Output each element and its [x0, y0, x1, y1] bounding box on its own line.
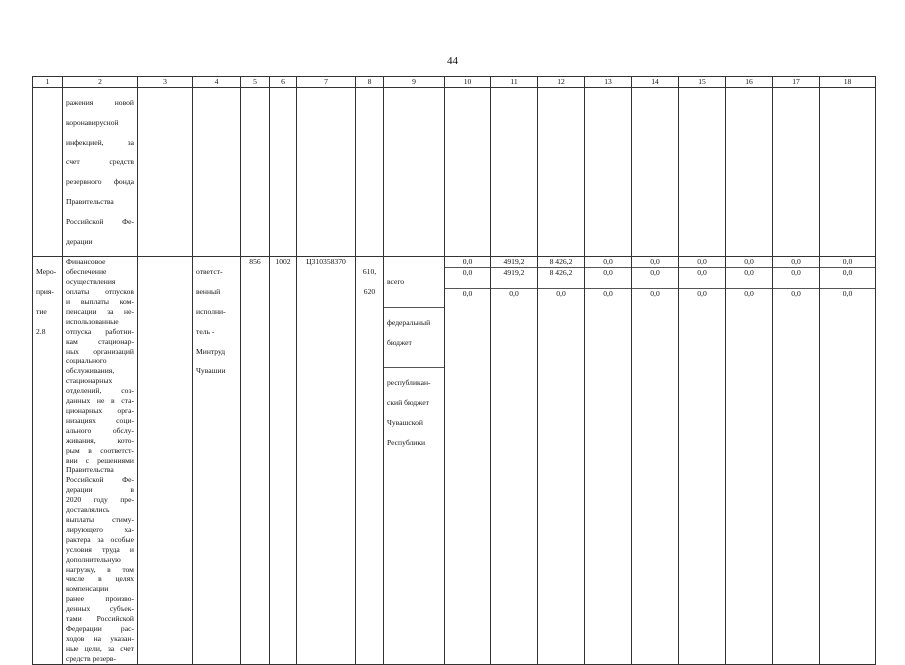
value-text: 0,0 — [603, 268, 613, 278]
year-values-col — [538, 257, 585, 664]
value-cell — [445, 267, 490, 288]
empty-cell — [138, 88, 193, 257]
column-number: 9 — [384, 77, 445, 88]
description-line: выплаты стиму- — [66, 514, 134, 524]
grbs-code: 856 — [241, 257, 270, 664]
value-text: 0,0 — [697, 268, 707, 278]
text-line: резервного фонда — [66, 177, 134, 187]
year-values-col — [679, 257, 726, 664]
column-number: 10 — [445, 77, 491, 88]
source-label-line: всего — [387, 277, 405, 287]
year-values-col — [491, 257, 538, 664]
empty-cell — [632, 88, 679, 257]
source-label-line: бюджет — [387, 337, 412, 347]
description-line: кам стационар- — [66, 336, 134, 346]
description-line: стационарных — [66, 376, 113, 386]
empty-cell — [384, 88, 445, 257]
source-label-line: Республики — [387, 437, 426, 447]
value-cell — [491, 267, 537, 288]
description-line: отделений, соз- — [66, 386, 134, 396]
value-text: 0,0 — [842, 257, 853, 267]
vr-line: 620 — [363, 287, 376, 297]
column-number: 15 — [679, 77, 726, 88]
empty-cell — [445, 88, 491, 257]
description-line: числе в целях — [66, 574, 134, 584]
budget-table — [32, 76, 876, 665]
description-line: пенсации за не- — [66, 306, 134, 316]
value-text: 0,0 — [791, 289, 801, 299]
description-line: использованные — [66, 316, 119, 326]
description-line: вии с решениями — [66, 455, 134, 465]
description-line: обслуживания, — [66, 366, 115, 376]
value-text: 0,0 — [697, 257, 707, 267]
column-number-row — [33, 77, 876, 88]
column-number: 3 — [138, 77, 193, 88]
text-line: дерации — [66, 236, 93, 246]
value-cell — [773, 267, 819, 288]
value-cell — [538, 257, 584, 267]
value-cell — [538, 267, 584, 288]
description-line: рактера за особые — [66, 534, 134, 544]
executor-line: венный — [196, 287, 221, 297]
executor-line: исполни- — [196, 306, 226, 316]
funding-sources — [384, 257, 445, 664]
value-text: 4919,2 — [503, 268, 525, 278]
value-text: 0,0 — [791, 268, 801, 278]
description-line: лирующего ха- — [66, 524, 134, 534]
source-federal — [384, 307, 444, 358]
value-text: 0,0 — [791, 257, 801, 267]
column-number: 14 — [632, 77, 679, 88]
description-line: ранее произво- — [66, 594, 134, 604]
description-line: дерации в — [66, 485, 134, 495]
value-cell — [445, 288, 490, 299]
empty-cell — [820, 88, 876, 257]
description-line: обеспечение — [66, 267, 107, 277]
executor-line: Минтруд — [196, 346, 226, 356]
value-text: 0,0 — [603, 257, 613, 267]
description-line: компенсации — [66, 584, 109, 594]
description-line: ционарных орга- — [66, 406, 134, 415]
empty-cell — [356, 88, 384, 257]
text-line: коронавирусной — [66, 117, 119, 127]
value-text: 0,0 — [697, 289, 707, 299]
value-text: 0,0 — [650, 289, 660, 299]
description-line: ального обслу- — [66, 425, 134, 435]
column-number: 1 — [33, 77, 63, 88]
value-cell — [726, 267, 772, 288]
code-line: прия- — [36, 287, 54, 297]
text-line: ражения новой — [66, 97, 134, 107]
value-text: 0,0 — [650, 268, 660, 278]
empty-cell — [297, 88, 356, 257]
description-line: данных не в ста- — [66, 396, 134, 406]
continuation-row — [33, 88, 876, 257]
value-cell — [679, 257, 725, 267]
value-cell — [679, 267, 725, 288]
code-line: тие — [36, 306, 47, 316]
value-cell — [773, 288, 819, 299]
description-line: дополнительную — [66, 554, 121, 564]
description-line: 2020 году пре- — [66, 495, 134, 505]
value-text: 8 426,2 — [549, 257, 573, 267]
source-label-line: Чувашской — [387, 417, 423, 427]
year-values-col — [773, 257, 820, 664]
value-cell — [585, 257, 631, 267]
value-text: 0,0 — [462, 289, 473, 299]
value-text: 0,0 — [462, 268, 473, 278]
column-number: 5 — [241, 77, 270, 88]
measure-row — [33, 257, 876, 664]
value-text: 4919,2 — [503, 257, 525, 267]
value-text: 0,0 — [462, 257, 473, 267]
value-text: 0,0 — [744, 268, 754, 278]
empty-cell — [679, 88, 726, 257]
value-cell — [820, 257, 875, 267]
column-number: 11 — [491, 77, 538, 88]
description-line: ные цели, за счет — [66, 643, 134, 653]
rzpr-code: 1002 — [270, 257, 297, 664]
description-line: условия труда и — [66, 544, 134, 554]
value-cell — [538, 288, 584, 299]
source-label-line: федеральный — [387, 317, 431, 327]
description-line: денных субъек- — [66, 604, 134, 614]
year-values-col — [632, 257, 679, 664]
value-cell — [585, 288, 631, 299]
source-label-line: ский бюджет — [387, 398, 429, 408]
empty-cell — [773, 88, 820, 257]
year-values-col — [585, 257, 632, 664]
value-cell — [820, 267, 875, 288]
executor-line: Чувашии — [196, 366, 226, 376]
source-label-line: республикан- — [387, 378, 431, 388]
text-line: инфекцией, за — [66, 137, 134, 147]
executor-line: ответст- — [196, 267, 223, 277]
measure-code — [33, 257, 63, 664]
value-text: 0,0 — [603, 289, 613, 299]
code-line: Меро- — [36, 267, 57, 277]
col3-cell — [138, 257, 193, 664]
column-number: 17 — [773, 77, 820, 88]
value-cell — [632, 267, 678, 288]
empty-cell — [33, 88, 63, 257]
description-line: доставлялись — [66, 505, 110, 515]
description-line: ных организаций — [66, 346, 134, 356]
page-number: 44 — [447, 55, 458, 67]
csr-code: Ц310358370 — [297, 257, 356, 664]
value-cell — [726, 288, 772, 299]
description-line: и выплаты ком- — [66, 297, 134, 307]
value-text: 0,0 — [842, 289, 853, 299]
value-text: 0,0 — [509, 289, 519, 299]
empty-cell — [726, 88, 773, 257]
year-values-col — [726, 257, 773, 664]
text-line: Правительства — [66, 196, 114, 206]
empty-cell — [538, 88, 585, 257]
code-line: 2.8 — [36, 326, 46, 336]
empty-cell — [585, 88, 632, 257]
executor-cell — [193, 257, 241, 664]
value-cell — [585, 267, 631, 288]
source-republican — [384, 367, 444, 457]
value-text: 0,0 — [650, 257, 660, 267]
value-cell — [773, 257, 819, 267]
value-cell — [632, 257, 678, 267]
column-number: 18 — [820, 77, 876, 88]
value-cell — [726, 257, 772, 267]
empty-cell — [270, 88, 297, 257]
description-line: нагрузку, в том — [66, 564, 134, 574]
text-line: счет средств — [66, 157, 134, 167]
description-line: социального — [66, 356, 107, 366]
measure-description — [63, 257, 138, 664]
description-line: Российской Фе- — [66, 475, 134, 485]
value-text: 0,0 — [744, 289, 754, 299]
column-number: 12 — [538, 77, 585, 88]
vr-code — [356, 257, 384, 664]
value-text: 0,0 — [744, 257, 754, 267]
empty-cell — [241, 88, 270, 257]
description-line: тами Российской — [66, 614, 134, 624]
year-values-col — [820, 257, 876, 664]
description-line: Финансовое — [66, 257, 106, 267]
column-number: 4 — [193, 77, 241, 88]
description-line: живания, кото- — [66, 435, 134, 445]
continuation-text — [63, 88, 138, 257]
value-text: 0,0 — [556, 289, 566, 299]
year-values-col — [445, 257, 491, 664]
value-cell — [632, 288, 678, 299]
column-number: 7 — [297, 77, 356, 88]
column-number: 13 — [585, 77, 632, 88]
column-number: 6 — [270, 77, 297, 88]
column-number: 8 — [356, 77, 384, 88]
value-cell — [491, 288, 537, 299]
description-line: отпуска работни- — [66, 326, 134, 336]
empty-cell — [491, 88, 538, 257]
value-cell — [679, 288, 725, 299]
value-text: 0,0 — [842, 268, 853, 278]
description-line: средств резерв- — [66, 653, 117, 663]
description-line: рым в соответст- — [66, 445, 134, 455]
empty-cell — [193, 88, 241, 257]
description-line: оплаты отпусков — [66, 287, 134, 297]
description-line: низациях соци- — [66, 415, 134, 425]
value-cell — [445, 257, 490, 267]
description-line: осуществления — [66, 277, 116, 287]
value-cell — [820, 288, 875, 299]
column-number: 2 — [63, 77, 138, 88]
vr-line: 610, — [362, 267, 377, 277]
value-cell — [491, 257, 537, 267]
description-line: Правительства — [66, 465, 114, 475]
executor-line: тель - — [196, 326, 215, 336]
source-total — [384, 267, 444, 297]
description-line: ходов на указан- — [66, 633, 134, 643]
description-line: Федерации рас- — [66, 623, 134, 633]
column-number: 16 — [726, 77, 773, 88]
text-line: Российской Фе- — [66, 216, 134, 226]
value-text: 8 426,2 — [549, 268, 573, 278]
